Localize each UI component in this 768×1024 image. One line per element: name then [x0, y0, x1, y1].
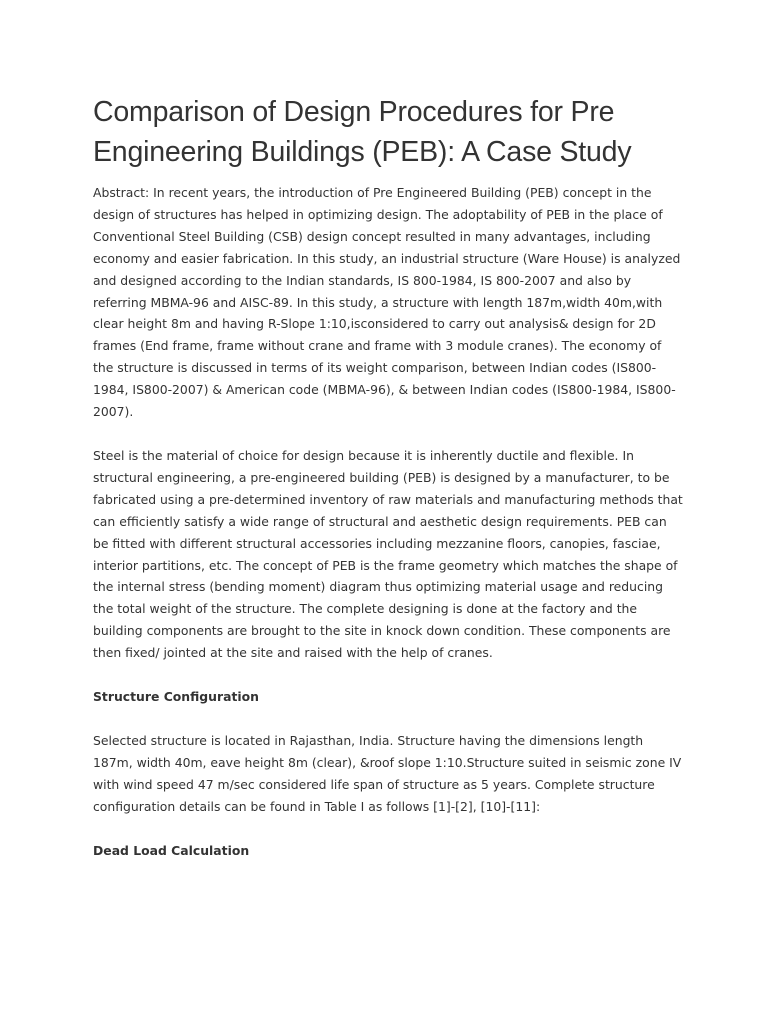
structure-configuration-paragraph: Selected structure is located in Rajasthan, India. Structure having the dimensions length 187m, width 40m, eave height 8m (clear), &roof slope 1:10.Structure suited in seismic zone IV with wind speed 47 m/sec considered life span of structure as 5 years. Complete structure configuration details can be found in Table I as follows [1]-[2], [10]-[11]:	[93, 732, 682, 814]
intro-paragraph: Steel is the material of choice for design because it is inherently ductile and flexible. In structural engineering, a pre-engineered building (PEB) is designed by a manufacturer, to be fabricated using a pre-determined inventory of raw materials and manufacturing methods that can efficiently satisfy a wide range of structural and aesthetic design requirements. PEB can be fitted with different structural accessories including mezzanine floors, canopies, fasciae, interior partitions, etc. The concept of PEB is the frame geometry which matches the shape of the internal stress (bending moment) diagram thus optimizing material usage and reducing the total weight of the structure. The complete designing is done at the factory and the building components are brought to the site in knock down condition. These components are then fixed/ jointed at the site and raised with the help of cranes.	[93, 447, 683, 661]
document-page	[93, 92, 683, 883]
abstract-paragraph: Abstract: In recent years, the introduction of Pre Engineered Building (PEB) concept in the design of structures has helped in optimizing design. The adoptability of PEB in the place of Conventional Steel Building (CSB) design concept resulted in many advantages, including economy and easier fabrication. In this study, an industrial structure (Ware House) is analyzed and designed according to the Indian standards, IS 800-1984, IS 800-2007 and also by referring MBMA-96 and AISC-89. In this study, a structure with length 187m,width 40m,with clear height 8m and having R-Slope 1:10,isconsidered to carry out analysis& design for 2D frames (End frame, frame without crane and frame with 3 module cranes). The economy of the structure is discussed in terms of its weight comparison, between Indian codes (IS800-1984, IS800-2007) & American code (MBMA-96), & between Indian codes (IS800-1984, IS800-2007).	[93, 185, 681, 420]
dead-load-heading: Dead Load Calculation	[93, 842, 250, 858]
document-title: Comparison of Design Procedures for Pre Engineering Buildings (PEB): A Case Study	[93, 96, 632, 168]
structure-configuration-heading: Structure Configuration	[93, 689, 259, 705]
